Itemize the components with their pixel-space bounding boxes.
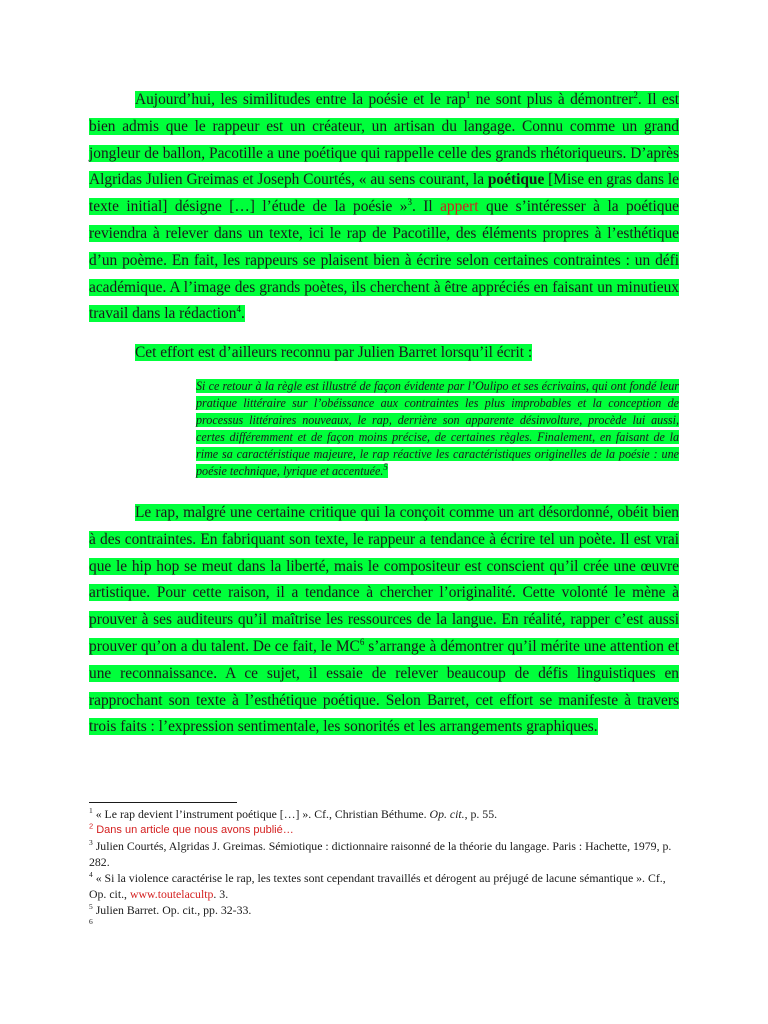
footnote-separator (89, 802, 237, 803)
footnote-text: Julien Courtés, Algridas J. Greimas. Sémiotique : dictionnaire raisonné de la théorie du langage. Paris : Hachette, 1979, p. 282. (89, 839, 672, 870)
text-run: Cet effort est d’ailleurs reconnu par Julien Barret lorsqu’il écrit : (135, 344, 533, 361)
block-quote (196, 378, 679, 479)
text-run: . (240, 305, 245, 323)
footnote-3 (89, 838, 679, 870)
text-run: ne sont plus à démontrer (470, 91, 634, 108)
footnote-ref: 1 (465, 89, 471, 100)
text-run: Le rap, malgré une certaine critique qui la conçoit comme un art désordonné, obéit bien à des contraintes. En fabriquant son texte, le rappeur a tendance à écrire tel un poète. Il est vrai que le hip hop se meut dans la liberté, mais le compositeur est conscient qu’il crée une œuvre artistique. Pour cette raison, il a tendance à chercher l’originalité. Cette volonté le mène à prouver à ses auditeurs qu’il maîtrise les ressources de la langue. En réalité, rapper c’est aussi prouver qu’on a du talent. De ce fait, le MC (89, 504, 679, 655)
footnote-number: 6 (89, 917, 93, 927)
red-word: appert (440, 198, 479, 216)
footnote-italic: Op. cit. (429, 807, 465, 821)
footnote-1 (89, 806, 679, 822)
footnote-4 (89, 870, 679, 902)
text-run: [Mise en gras dans le texte initial] désigne […] l’étude de la poésie » (89, 171, 679, 216)
footnote-text: « Si la violence caractérise le rap, les textes sont cependant travaillés et dérogent au préjugé de lacune sémantique ». Cf., Op. cit., (89, 871, 666, 902)
footnote-text: Julien Barret. Op. cit., pp. 32-33. (92, 903, 252, 917)
footnote-link[interactable]: www.toutelacultp (129, 887, 214, 902)
text-run: que s’intéresser à la poétique reviendra à relever dans un texte, ici le rap de Pacotille, des éléments propres à l’esthétique d’un poème. En fait, les rappeurs se plaisent bien à écrire selon certaines contraintes : un défi académique. A l’image des grands poètes, ils cherchent à être appréciés en faisant un minutieux travail dans la rédaction (89, 198, 679, 323)
footnote-ref: 5 (383, 461, 388, 472)
text-run: s’arrange à démontrer qu’il mérite une attention et une reconnaissance. A ce sujet, il essaie de relever beaucoup de défis linguistiques en rapprochant son texte à l’esthétique poétique. Selon Barret, cet effort se manifeste à travers trois faits : l’expression sentimentale, les sonorités et les arrangements graphiques. (89, 637, 679, 736)
footnote-text: , p. 55. (464, 807, 498, 821)
footnote-2 (89, 822, 679, 838)
footnote-text: Dans un article que nous avons publié… (93, 824, 294, 836)
text-run: . Il est bien admis que le rappeur est un créateur, un artisan du langage. Connu comme un grand jongleur de ballon, Pacotille a une poétique qui rappelle celle des grands rhétoriqueurs. D’après Algridas Julien Greimas et Joseph Courtés, « au sens courant, la (89, 91, 680, 189)
bold-term: poétique (487, 171, 545, 189)
footnote-text: . 3. (213, 887, 229, 902)
paragraph-body (89, 500, 679, 741)
footnote-number: 5 (89, 902, 93, 912)
footnote-5 (89, 902, 679, 918)
footnote-6 (89, 917, 679, 933)
quote-text: Si ce retour à la règle est illustré de façon évidente par l’Oulipo et ses écrivains, qui ont fondé leur pratique littéraire sur l’obéissance aux contraintes les plus improbables et la conception de processus littéraires nouveaux, le rap, derrière son apparente désinvolture, procède lui aussi, certes différemment et de façon moins précise, de certaines règles. Finalement, en faisant de la rime sa caractéristique majeure, le rap réactive les caractéristiques originelles de la poésie : une poésie technique, lyrique et accentuée. (196, 379, 679, 478)
footnote-number: 3 (89, 838, 93, 848)
footnote-ref: 6 (359, 636, 365, 647)
footnote-number: 4 (89, 870, 93, 880)
text-run: Aujourd’hui, les similitudes entre la poésie et le rap (135, 91, 466, 108)
footnote-ref: 4 (236, 304, 241, 315)
paragraph-intro-quote (89, 340, 679, 367)
footnote-number: 1 (89, 806, 93, 816)
footnote-number: 2 (89, 821, 94, 831)
footnote-ref: 2 (633, 89, 638, 100)
text-run: . Il (411, 198, 441, 216)
footnote-ref: 3 (407, 197, 412, 208)
footnote-text: « Le rap devient l’instrument poétique […] ». Cf., Christian Béthume. (92, 807, 430, 821)
paragraph-intro (89, 87, 679, 328)
